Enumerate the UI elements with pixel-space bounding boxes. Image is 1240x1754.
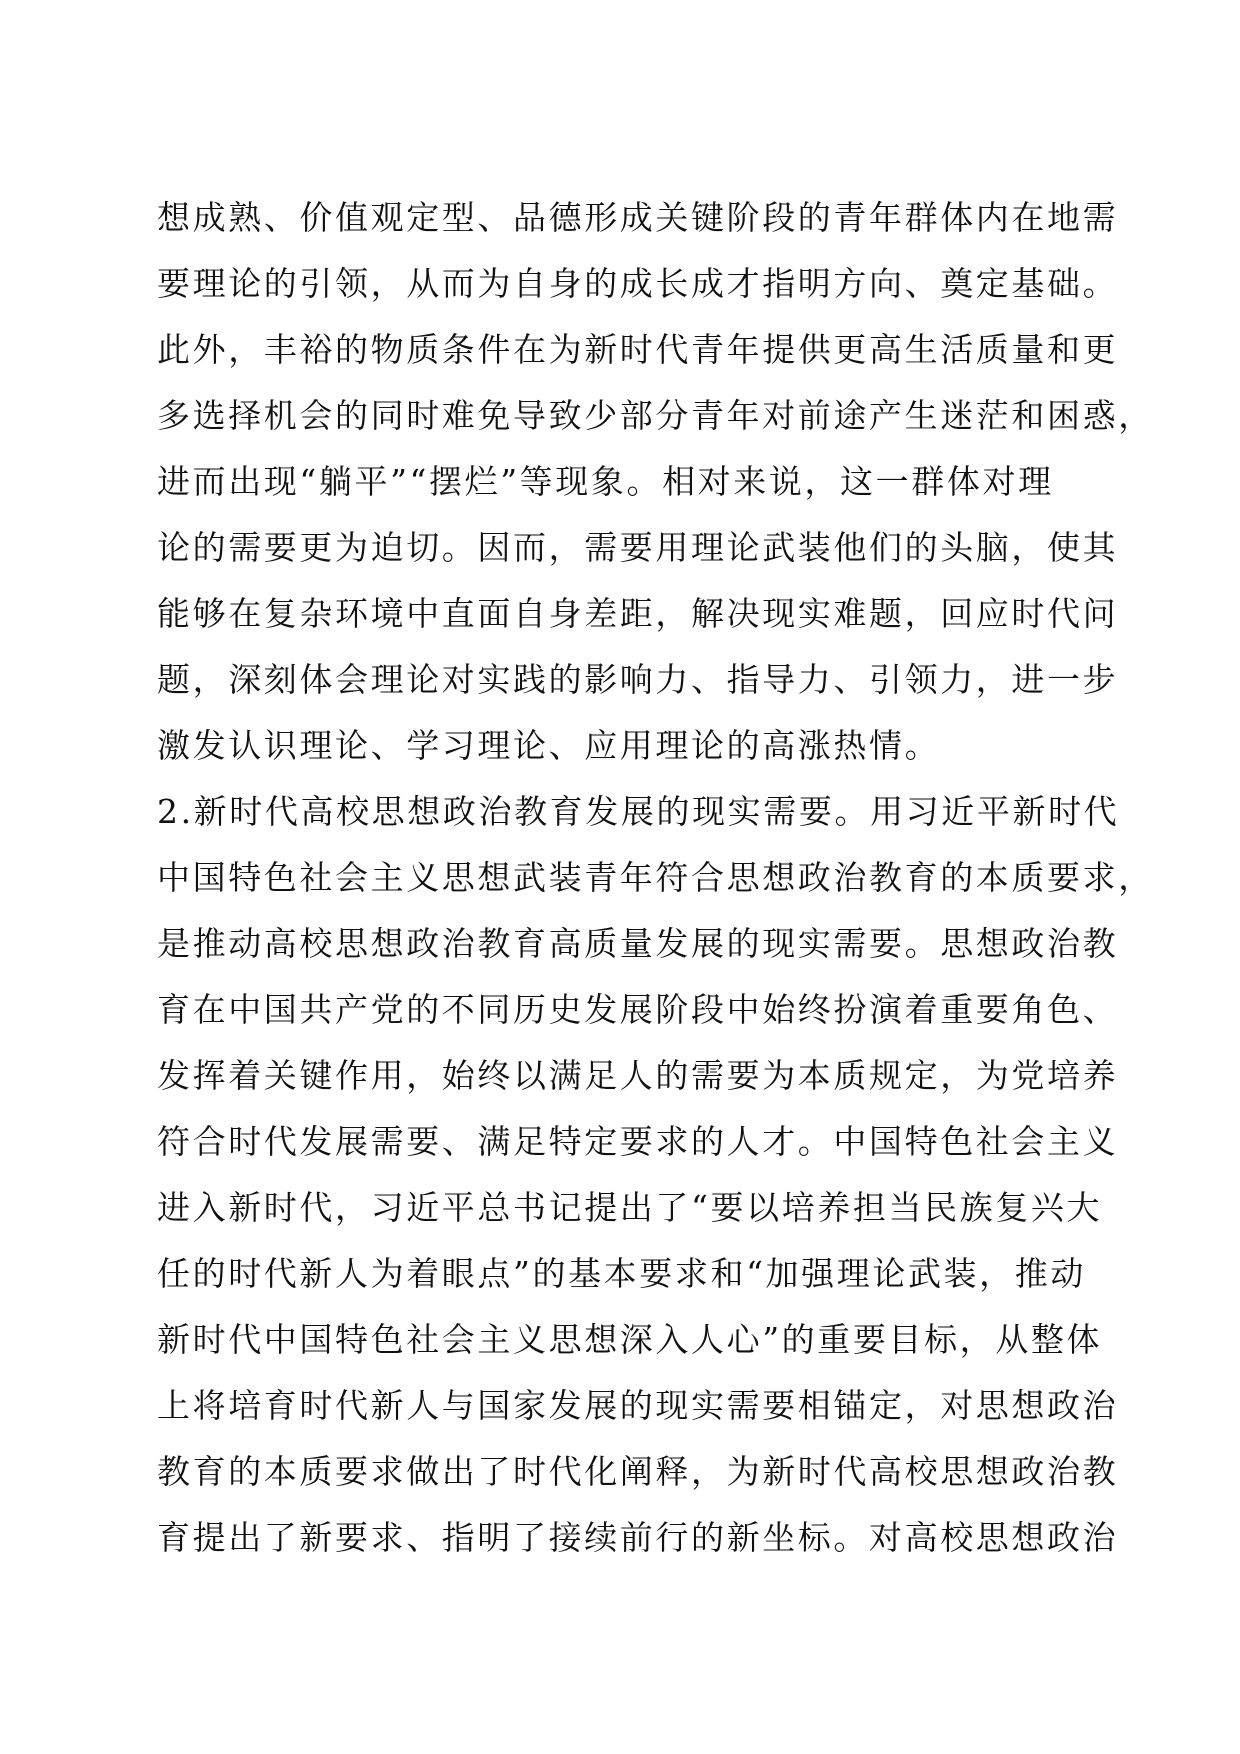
text-line: 进而出现“躺平”“摆烂”等现象。相对来说，这一群体对理 <box>157 462 1054 501</box>
text-line: 要理论的引领，从而为自身的成长成才指明方向、奠定基础。 <box>157 264 1119 303</box>
text-line: 进入新时代，习近平总书记提出了“要以培养担当民族复兴大 <box>157 1188 1103 1227</box>
text-line: 发挥着关键作用，始终以满足人的需要为本质规定，为党培养 <box>157 1056 1119 1095</box>
text-line: 新时代中国特色社会主义思想深入人心”的重要目标，从整体 <box>157 1320 1103 1359</box>
text-line: 多选择机会的同时难免导致少部分青年对前途产生迷茫和困惑， <box>157 396 1154 435</box>
text-line: 育在中国共产党的不同历史发展阶段中始终扮演着重要角色、 <box>157 990 1119 1029</box>
text-line: 符合时代发展需要、满足特定要求的人才。中国特色社会主义 <box>157 1122 1119 1161</box>
text-line: 论的需要更为迫切。因而，需要用理论武装他们的头脑，使其 <box>157 528 1119 567</box>
text-line: 上将培育时代新人与国家发展的现实需要相锚定，对思想政治 <box>157 1386 1119 1425</box>
body-text <box>157 190 1154 1576</box>
text-line: 中国特色社会主义思想武装青年符合思想政治教育的本质要求， <box>157 858 1154 897</box>
text-line: 任的时代新人为着眼点”的基本要求和“加强理论武装，推动 <box>157 1254 1086 1293</box>
text-line: 是推动高校思想政治教育高质量发展的现实需要。思想政治教 <box>157 924 1119 963</box>
section-heading-line: 2.新时代高校思想政治教育发展的现实需要。用习近平新时代 <box>157 792 1120 831</box>
text-line: 教育的本质要求做出了时代化阐释，为新时代高校思想政治教 <box>157 1452 1119 1491</box>
text-line: 此外，丰裕的物质条件在为新时代青年提供更高生活质量和更 <box>157 330 1119 369</box>
text-line: 想成熟、价值观定型、品德形成关键阶段的青年群体内在地需 <box>157 198 1119 237</box>
text-line: 育提出了新要求、指明了接续前行的新坐标。对高校思想政治 <box>157 1518 1119 1557</box>
text-line: 题，深刻体会理论对实践的影响力、指导力、引领力，进一步 <box>157 660 1119 699</box>
text-line: 激发认识理论、学习理论、应用理论的高涨热情。 <box>157 726 941 765</box>
text-line: 能够在复杂环境中直面自身差距，解决现实难题，回应时代问 <box>157 594 1119 633</box>
